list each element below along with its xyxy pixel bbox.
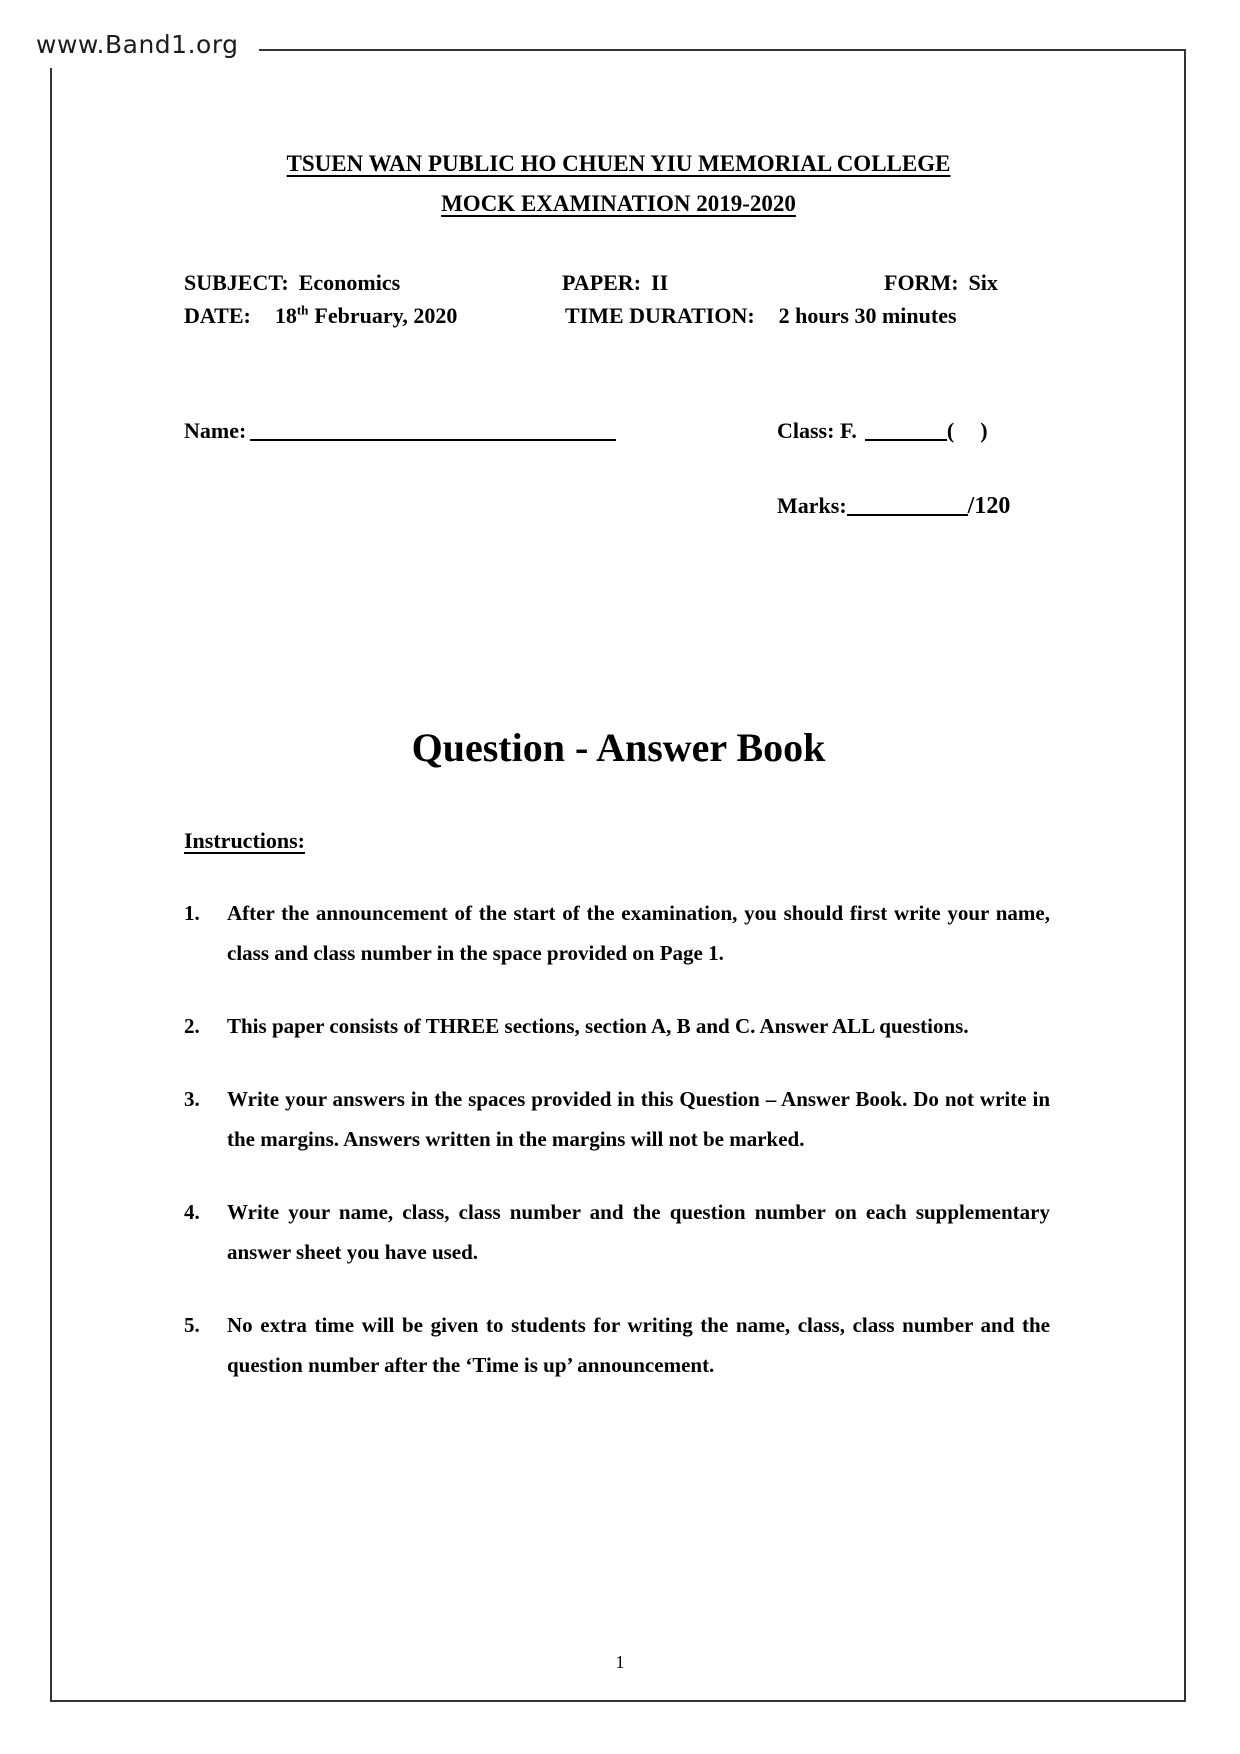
instruction-item-5 xyxy=(184,1305,1050,1385)
subject-value: Economics xyxy=(298,270,401,295)
class-close-paren: ) xyxy=(980,418,988,443)
name-label: Name: xyxy=(184,418,247,443)
date-month: February, 2020 xyxy=(314,303,458,328)
subject-label: SUBJECT: xyxy=(184,270,289,295)
instruction-number: 5. xyxy=(184,1313,200,1337)
page-number: 1 xyxy=(615,1652,625,1672)
instruction-item-4 xyxy=(184,1192,1050,1272)
form-value: Six xyxy=(968,270,998,295)
instruction-number: 3. xyxy=(184,1087,200,1111)
class-open-paren: ( xyxy=(946,418,955,443)
instructions-list xyxy=(184,893,1050,1418)
page-border-frame xyxy=(50,49,1186,1702)
instruction-number: 2. xyxy=(184,1014,200,1038)
date-day: 18 xyxy=(274,303,297,328)
class-field-row xyxy=(777,418,988,444)
exam-title xyxy=(184,190,1053,218)
instruction-number: 1. xyxy=(184,901,200,925)
instruction-text: Write your name, class, class number and the question number on each supplementary answer sheet you have used. xyxy=(227,1200,1050,1264)
instruction-text: Write your answers in the spaces provided in this Question – Answer Book. Do not write in the margins. Answers written in the margins will not be marked. xyxy=(227,1087,1050,1151)
instruction-item-2 xyxy=(184,1006,1050,1046)
form-row xyxy=(884,270,998,296)
marks-blank-line[interactable] xyxy=(847,510,968,516)
paper-value: II xyxy=(651,270,669,295)
instruction-number: 4. xyxy=(184,1200,200,1224)
date-label: DATE: xyxy=(184,303,251,328)
paper-row xyxy=(562,270,668,296)
watermark-band1-url: www.Band1.org xyxy=(32,26,259,68)
school-title-text: TSUEN WAN PUBLIC HO CHUEN YIU MEMORIAL COLLEGE xyxy=(286,151,951,176)
class-label: Class: F. xyxy=(777,418,857,443)
instruction-item-3 xyxy=(184,1079,1050,1159)
name-field-row xyxy=(184,418,616,444)
instructions-heading xyxy=(184,827,305,855)
school-title xyxy=(184,150,1053,178)
marks-field-row xyxy=(777,493,1010,519)
name-blank-line[interactable] xyxy=(250,435,616,441)
instruction-item-1 xyxy=(184,893,1050,973)
form-label: FORM: xyxy=(884,270,959,295)
paper-label: PAPER: xyxy=(562,270,642,295)
subject-row xyxy=(184,270,400,296)
instruction-text: After the announcement of the start of the examination, you should first write your name, class and class number in the space provided on Page 1. xyxy=(227,901,1050,965)
marks-label: Marks: xyxy=(777,493,847,518)
marks-total: /120 xyxy=(967,493,1011,519)
duration-value: 2 hours 30 minutes xyxy=(778,303,957,328)
class-blank-line[interactable] xyxy=(865,435,947,441)
duration-label: TIME DURATION: xyxy=(565,303,755,328)
instructions-heading-text: Instructions: xyxy=(184,828,306,853)
date-ordinal: th xyxy=(296,302,309,318)
duration-row xyxy=(565,303,957,329)
instruction-text: No extra time will be given to students for writing the name, class, class number and the question number after the ‘Time is up’ announcement. xyxy=(227,1313,1050,1377)
exam-title-text: MOCK EXAMINATION 2019-2020 xyxy=(441,191,796,216)
date-row xyxy=(184,303,457,329)
book-title: Question - Answer Book xyxy=(411,725,826,770)
instruction-text: This paper consists of THREE sections, section A, B and C. Answer ALL questions. xyxy=(227,1014,969,1038)
